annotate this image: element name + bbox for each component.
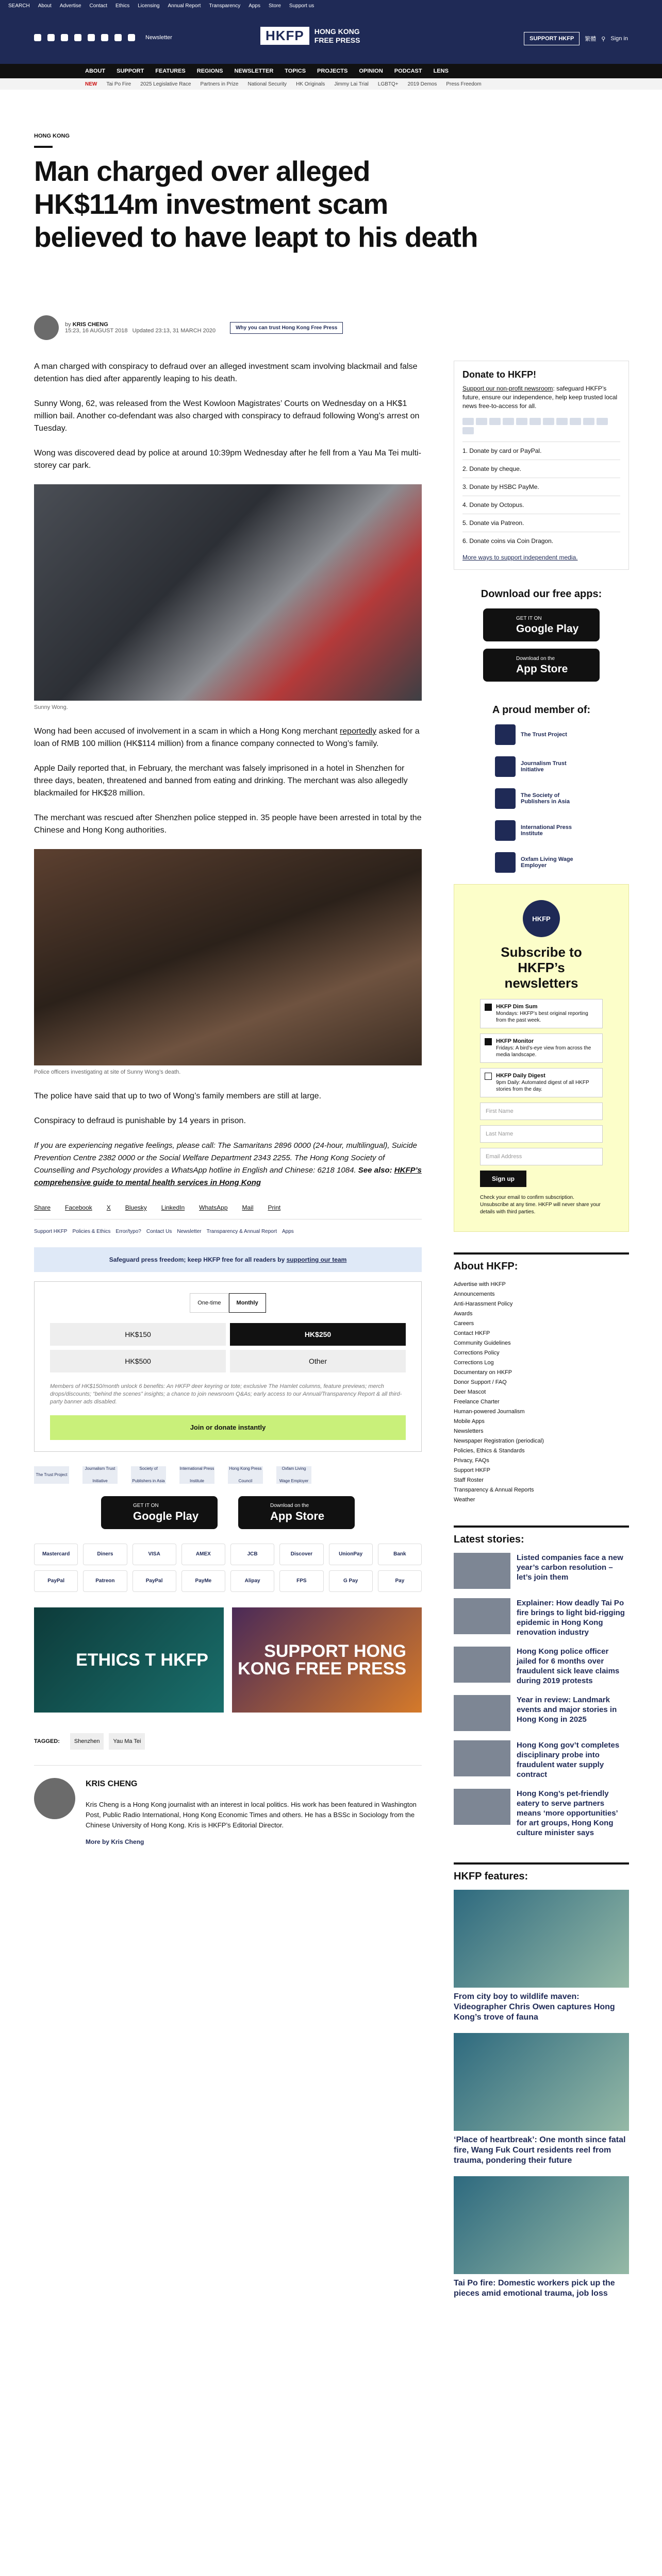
search-link[interactable]: SEARCH <box>8 3 30 9</box>
payment-logo[interactable]: PayMe <box>181 1570 225 1592</box>
main-nav <box>0 64 662 78</box>
payment-logo[interactable]: PayPal <box>34 1570 78 1592</box>
join-donate-button[interactable]: Join or donate instantly <box>50 1415 406 1440</box>
nav-item[interactable]: SUPPORT <box>117 68 144 74</box>
checkbox[interactable] <box>485 1038 492 1045</box>
share-whatsapp[interactable]: WhatsApp <box>199 1204 228 1211</box>
google-play-badge[interactable] <box>101 1496 218 1529</box>
share-facebook[interactable]: Facebook <box>65 1204 92 1211</box>
checkbox[interactable] <box>485 1073 492 1080</box>
mental-health-guide-link[interactable]: HKFP’s comprehensive guide to mental health services in Hong Kong <box>34 1166 422 1187</box>
card-icon <box>462 418 474 425</box>
card-icon <box>556 418 568 425</box>
badge-name: App Store <box>270 1510 325 1522</box>
donate-method[interactable]: 5. Donate via Patreon. <box>462 514 620 532</box>
signup-button[interactable]: Sign up <box>480 1171 526 1187</box>
member-logo[interactable] <box>495 788 588 809</box>
story-thumbnail[interactable] <box>454 1598 510 1634</box>
see-also-label: See also: <box>356 1166 394 1175</box>
about-link[interactable]: Donor Support / FAQ <box>454 1379 507 1385</box>
sidebar-google-play[interactable] <box>483 608 600 641</box>
payment-logo[interactable]: Diners <box>83 1544 127 1565</box>
trending-item[interactable]: Jimmy Lai Trial <box>334 81 369 87</box>
option-title: HKFP Dim Sum <box>496 1004 538 1010</box>
latest-stories <box>454 1526 629 1838</box>
article-title: Man charged over alleged HK$114m investment scam believed to have leapt to his death <box>34 155 478 253</box>
article-photo-sunny-wong <box>34 484 422 701</box>
payment-logo[interactable]: Discover <box>279 1544 323 1565</box>
badge-name: Google Play <box>516 622 579 635</box>
sidebar-app-store[interactable] <box>483 649 600 682</box>
partner-logos <box>34 1466 422 1484</box>
first-name-field[interactable]: First Name <box>480 1103 603 1120</box>
article-photo-scene <box>34 849 422 1065</box>
member-name: International Press Institute <box>521 824 572 837</box>
trending-label: NEW <box>85 81 97 87</box>
about-link[interactable]: Corrections Log <box>454 1360 494 1366</box>
share-x[interactable]: X <box>106 1204 111 1211</box>
newsletter-footnote: Check your email to confirm subscription. Unsubscribe at any time. HKFP will never share your details with third parties. <box>480 1195 601 1215</box>
feature-image[interactable] <box>454 1890 629 1988</box>
masthead <box>0 11 662 64</box>
search-icon[interactable]: ⚲ <box>601 36 606 42</box>
logo-line1: HONG KONG <box>314 27 360 36</box>
member-name: Journalism Trust Initiative <box>521 760 567 773</box>
latest-story[interactable] <box>454 1598 629 1637</box>
article-category[interactable]: HONG KONG <box>34 133 70 139</box>
donate-text: : safeguard HKFP’s future, ensure our independence, help keep trusted local news free-to-access for all. <box>462 385 618 410</box>
more-by-author-link[interactable]: More by Kris Cheng <box>86 1838 144 1845</box>
safeguard-text: Safeguard press freedom; keep HKFP free for all readers by <box>109 1256 287 1263</box>
byline <box>34 315 343 340</box>
publish-date: 15:23, 16 AUGUST 2018 <box>65 328 128 334</box>
donate-method[interactable]: 2. Donate by cheque. <box>462 460 620 478</box>
payment-logo[interactable]: JCB <box>230 1544 274 1565</box>
top-link[interactable]: Support us <box>289 3 315 9</box>
trending-item[interactable]: Tai Po Fire <box>106 81 131 87</box>
about-link[interactable]: Weather <box>454 1497 475 1503</box>
trending-bar <box>0 78 662 90</box>
about-link[interactable]: Corrections Policy <box>454 1350 500 1356</box>
latest-story[interactable] <box>454 1789 629 1838</box>
payment-logo[interactable]: Patreon <box>83 1570 127 1592</box>
payment-logo[interactable]: Mastercard <box>34 1544 78 1565</box>
partner-logo[interactable]: Oxfam Living Wage Employer <box>276 1466 311 1484</box>
member-title: A proud member of: <box>492 704 591 716</box>
policy-link[interactable]: Error/typo? <box>115 1229 141 1234</box>
member-name: The Society of Publishers in Asia <box>521 792 570 805</box>
policy-link[interactable]: Contact Us <box>146 1229 172 1234</box>
top-link[interactable]: Advertise <box>59 3 81 9</box>
photo-caption: Sunny Wong. <box>34 704 68 710</box>
paragraph: A man charged with conspiracy to defraud over an alleged investment scam involving blackmail and false detention has died after apparently leaping to his death. <box>34 362 418 383</box>
story-headline[interactable]: Year in review: Landmark events and major stories in Hong Kong in 2025 <box>517 1696 617 1724</box>
payment-logo[interactable]: PayPal <box>133 1570 176 1592</box>
top-link[interactable]: Apps <box>249 3 260 9</box>
newsletter-title: Subscribe to HKFP’s newsletters <box>501 944 582 991</box>
about-section <box>454 1252 629 1505</box>
about-link[interactable]: Freelance Charter <box>454 1399 500 1405</box>
trust-project-icon <box>495 724 516 745</box>
photo-caption: Police officers investigating at site of Sunny Wong’s death. <box>34 1069 181 1075</box>
donation-widget <box>34 1281 422 1452</box>
instagram-icon[interactable] <box>61 34 68 41</box>
facebook-icon[interactable] <box>34 34 41 41</box>
card-icon <box>543 418 554 425</box>
about-link[interactable]: Community Guidelines <box>454 1340 511 1346</box>
about-link[interactable]: Careers <box>454 1320 474 1327</box>
trending-item[interactable]: Press Freedom <box>446 81 482 87</box>
trending-item[interactable]: National Security <box>247 81 287 87</box>
oxfam-icon <box>495 852 516 873</box>
feature-story[interactable] <box>454 2176 629 2299</box>
author-box-name[interactable]: KRIS CHENG <box>86 1780 138 1788</box>
author-name[interactable]: KRIS CHENG <box>72 321 108 328</box>
top-link[interactable]: About <box>38 3 52 9</box>
member-name: The Trust Project <box>521 732 567 738</box>
card-icon <box>516 418 527 425</box>
logo-line2: FREE PRESS <box>314 36 360 44</box>
about-link[interactable]: Transparency & Annual Reports <box>454 1487 534 1493</box>
signin-link[interactable]: Sign in <box>610 36 628 42</box>
story-headline[interactable]: Explainer: How deadly Tai Po fire brings to light bid-rigging epidemic in Hong Kong renovation industry <box>517 1599 625 1637</box>
paragraph: Apple Daily reported that, in February, the merchant was falsely imprisoned in a hotel in Shenzhen for three days, beaten, threatened and banned from eating and drinking. The merchant was also allegedly blackmailed for HK$28 million. <box>34 764 408 798</box>
author-box <box>34 1765 422 1848</box>
badge-top: Download on the <box>270 1503 309 1509</box>
threads-icon[interactable] <box>74 34 81 41</box>
tag[interactable]: Yau Ma Tei <box>109 1733 145 1750</box>
top-link[interactable]: Store <box>269 3 281 9</box>
story-thumbnail[interactable] <box>454 1740 510 1776</box>
ethics-video[interactable]: ETHICS T HKFP <box>34 1607 224 1713</box>
card-icon <box>476 418 487 425</box>
newsletter-option[interactable] <box>480 1033 603 1063</box>
feature-story[interactable] <box>454 2033 629 2166</box>
amount-option[interactable]: HK$250 <box>230 1323 406 1346</box>
email-field[interactable]: Email Address <box>480 1148 603 1165</box>
nav-item[interactable]: PODCAST <box>394 68 422 74</box>
member-logo[interactable] <box>495 724 588 745</box>
social-icons <box>34 34 172 41</box>
share-label[interactable]: Share <box>34 1204 51 1211</box>
trending-item[interactable]: 2019 Demos <box>407 81 437 87</box>
sopa-icon <box>495 788 516 809</box>
partner-logo[interactable]: International Press Institute <box>179 1466 214 1483</box>
top-link[interactable]: Ethics <box>115 3 130 9</box>
option-title: HKFP Monitor <box>496 1038 534 1044</box>
app-store-badges <box>34 1496 422 1529</box>
feature-story[interactable] <box>454 1890 629 2023</box>
policy-link[interactable]: Newsletter <box>177 1229 202 1234</box>
donate-method[interactable]: 1. Donate by card or PayPal. <box>462 442 620 460</box>
why-trust-button[interactable]: Why you can trust Hong Kong Free Press <box>230 322 343 334</box>
updated-date: Updated 23:13, 31 MARCH 2020 <box>132 328 216 334</box>
card-icon <box>597 418 608 425</box>
payment-logo[interactable]: Alipay <box>230 1570 274 1592</box>
newsletter-signup <box>454 884 629 1232</box>
donate-method[interactable]: 4. Donate by Octopus. <box>462 496 620 514</box>
payment-logo[interactable]: Pay <box>378 1570 422 1592</box>
paragraph: Wong had been accused of involvement in a scam in which a Hong Kong merchant <box>34 727 340 736</box>
newsletter-option[interactable] <box>480 999 603 1028</box>
share-print[interactable]: Print <box>268 1204 281 1211</box>
donate-title: Donate to HKFP! <box>462 369 536 380</box>
feature-headline[interactable]: From city boy to wildlife maven: Videographer Chris Owen captures Hong Kong’s trove of fauna <box>454 1992 615 2022</box>
option-title: HKFP Daily Digest <box>496 1073 545 1079</box>
paragraph: The police have said that up to two of Wong’s family members are still at large. <box>34 1092 322 1100</box>
about-link[interactable]: Anti-Harassment Policy <box>454 1301 513 1307</box>
feature-image[interactable] <box>454 2033 629 2131</box>
story-thumbnail[interactable] <box>454 1695 510 1731</box>
about-link[interactable]: Mobile Apps <box>454 1418 485 1425</box>
latest-story[interactable] <box>454 1647 629 1686</box>
feature-image[interactable] <box>454 2176 629 2274</box>
about-link[interactable]: Policies, Ethics & Standards <box>454 1448 525 1454</box>
policy-link[interactable]: Support HKFP <box>34 1229 68 1234</box>
latest-title: Latest stories: <box>454 1526 629 1546</box>
support-hkfp-button[interactable]: SUPPORT HKFP <box>524 32 580 45</box>
story-thumbnail[interactable] <box>454 1789 510 1825</box>
story-headline[interactable]: Hong Kong’s pet-friendly eatery to serve partners means ‘more opportunities’ for art groups, Hong Kong culture minister says <box>517 1789 618 1837</box>
member-name: Oxfam Living Wage Employer <box>521 856 573 869</box>
card-icon <box>583 418 594 425</box>
features-title: HKFP features: <box>454 1862 629 1883</box>
paragraph: asked for a loan of RMB 100 million (HK$114 million) from a finance company connected to Wong’s family. <box>34 727 420 748</box>
about-link[interactable]: Human-powered Journalism <box>454 1409 525 1415</box>
telegram-icon[interactable] <box>114 34 122 41</box>
payment-logo[interactable]: Bank <box>378 1544 422 1565</box>
badge-top: Download on the <box>516 655 555 662</box>
tag[interactable]: Shenzhen <box>70 1733 104 1750</box>
donate-method[interactable]: 6. Donate coins via Coin Dragon. <box>462 532 620 550</box>
card-icon <box>462 427 474 434</box>
author-avatar[interactable] <box>34 315 59 340</box>
paragraph: The merchant was rescued after Shenzhen police stepped in. 35 people have been arrested in total by the Chinese and Hong Kong authorities. <box>34 814 422 835</box>
one-time-option[interactable]: One-time <box>190 1293 228 1313</box>
nav-item[interactable]: PROJECTS <box>317 68 348 74</box>
paragraph: Conspiracy to defraud is punishable by 14 years in prison. <box>34 1116 246 1125</box>
category-rule <box>34 146 53 148</box>
about-link[interactable]: Awards <box>454 1311 473 1317</box>
support-team-link[interactable]: supporting our team <box>286 1256 347 1263</box>
payment-logo[interactable]: G Pay <box>329 1570 373 1592</box>
partner-logo[interactable]: Society of Publishers in Asia <box>131 1466 166 1484</box>
card-icon <box>503 418 514 425</box>
badge-name: Google Play <box>133 1510 199 1522</box>
paragraph: Wong was discovered dead by police at around 10:39pm Wednesday after he fell from a Yau Ma Tei multi-storey car park. <box>34 449 421 470</box>
logo-mark: HKFP <box>260 27 309 45</box>
nav-item[interactable]: NEWSLETTER <box>234 68 274 74</box>
member-logo[interactable] <box>495 820 588 841</box>
article-tags <box>34 1733 422 1750</box>
trending-item[interactable]: LGBTQ+ <box>377 81 399 87</box>
option-desc: Mondays: HKFP’s best original reporting from the past week. <box>496 1011 588 1023</box>
x-icon[interactable] <box>47 34 55 41</box>
trending-item[interactable]: 2025 Legislative Race <box>140 81 191 87</box>
amount-options <box>50 1323 406 1372</box>
app-store-badge[interactable] <box>238 1496 355 1529</box>
policy-link[interactable]: Apps <box>282 1229 294 1234</box>
card-icon <box>529 418 541 425</box>
about-title: About HKFP: <box>454 1252 629 1273</box>
option-desc: Fridays: A bird’s-eye view from across the media landscape. <box>496 1045 591 1058</box>
policy-links <box>34 1226 422 1238</box>
donate-box <box>454 361 629 570</box>
site-logo[interactable] <box>260 27 360 45</box>
partner-logo[interactable]: Hong Kong Press Council <box>228 1466 263 1484</box>
feature-headline[interactable]: ‘Place of heartbreak’: One month since fatal fire, Wang Fuk Court residents reel from trauma, pondering their future <box>454 2136 626 2165</box>
share-linkedin[interactable]: LinkedIn <box>161 1204 185 1211</box>
sidebar <box>454 361 629 2309</box>
top-utility-bar <box>0 0 662 11</box>
badge-top: GET IT ON <box>516 615 542 621</box>
paragraph: Sunny Wong, 62, was released from the West Kowloon Magistrates’ Courts on Wednesday on a HK$1 million bail. Another co-defendant was also charged with conspiracy to defraud following Wong’s arrest on Tuesday. <box>34 399 420 433</box>
option-desc: 9pm Daily: Automated digest of all HKFP stories from the day. <box>496 1080 589 1092</box>
reportedly-link[interactable]: reportedly <box>339 727 377 736</box>
membership-note: Members of HK$150/month unlock 6 benefits: An HKFP deer keyring or tote; exclusive The Hamlet columns, feature previews; merch drops/discounts; “behind the scenes” insights; a chance to join newsroom Q&As; early access to our Annual/Transparency Report & all third-party banner ads disabled. <box>50 1383 402 1405</box>
promo-videos <box>34 1607 422 1713</box>
tags-label: TAGGED: <box>34 1738 60 1744</box>
last-name-field[interactable]: Last Name <box>480 1125 603 1143</box>
about-link[interactable]: Contact HKFP <box>454 1330 490 1336</box>
bluesky-icon[interactable] <box>128 34 135 41</box>
payment-logo[interactable]: FPS <box>279 1570 323 1592</box>
latest-story[interactable] <box>454 1553 629 1589</box>
checkbox[interactable] <box>485 1004 492 1011</box>
about-link[interactable]: Documentary on HKFP <box>454 1369 512 1376</box>
about-link[interactable]: Support HKFP <box>454 1467 490 1473</box>
frequency-toggle <box>50 1293 406 1313</box>
donate-method[interactable]: 3. Donate by HSBC PayMe. <box>462 478 620 496</box>
newsletter-link[interactable]: Newsletter <box>145 35 172 41</box>
nonprofit-link[interactable]: Support our non-profit newsroom <box>462 385 553 392</box>
top-link[interactable]: Transparency <box>209 3 241 9</box>
about-link[interactable]: Newsletters <box>454 1428 484 1434</box>
story-headline[interactable]: Hong Kong police officer jailed for 6 months over fraudulent sick leave claims during 2019 protests <box>517 1647 620 1685</box>
jti-icon <box>495 756 516 777</box>
card-icons <box>462 418 620 434</box>
top-link[interactable]: Contact <box>89 3 107 9</box>
payment-logo[interactable]: UnionPay <box>329 1544 373 1565</box>
author-bio: Kris Cheng is a Hong Kong journalist with an interest in local politics. His work has been featured in Washington Post, Public Radio International, Hong Kong Economic Times and others. He has a BSSc in Sociology from the Chinese University of Hong Kong. Kris is HKFP’s Editorial Director. <box>86 1801 417 1829</box>
ipi-icon <box>495 820 516 841</box>
trending-item[interactable]: HK Originals <box>296 81 325 87</box>
hkfp-badge: HKFP <box>523 900 560 937</box>
story-thumbnail[interactable] <box>454 1553 510 1589</box>
about-link[interactable]: Deer Mascot <box>454 1389 486 1395</box>
more-ways-link[interactable]: More ways to support independent media. <box>462 554 578 561</box>
about-link[interactable]: Privacy, FAQs <box>454 1458 489 1464</box>
features-section <box>454 1862 629 2299</box>
payment-logo[interactable]: AMEX <box>181 1544 225 1565</box>
partner-logo[interactable]: The Trust Project <box>34 1466 69 1484</box>
policy-link[interactable]: Policies & Ethics <box>72 1229 111 1234</box>
newsletter-option[interactable] <box>480 1068 603 1097</box>
nav-item[interactable]: OPINION <box>359 68 383 74</box>
safeguard-banner <box>34 1247 422 1272</box>
card-icon <box>489 418 501 425</box>
masthead-actions <box>524 32 628 45</box>
badge-name: App Store <box>516 663 568 675</box>
badge-top: GET IT ON <box>133 1503 159 1509</box>
top-link[interactable]: Annual Report <box>168 3 201 9</box>
story-headline[interactable]: Listed companies face a new year’s carbon resolution – let’s join them <box>517 1553 623 1582</box>
policy-link[interactable]: Transparency & Annual Report <box>206 1229 277 1234</box>
donate-methods <box>462 442 620 550</box>
share-mail[interactable]: Mail <box>242 1204 254 1211</box>
partner-logo[interactable]: Journalism Trust Initiative <box>82 1466 118 1484</box>
language-toggle[interactable]: 繁體 <box>585 36 597 42</box>
article-body <box>34 361 422 1848</box>
card-icon <box>570 418 581 425</box>
linkedin-icon[interactable] <box>101 34 108 41</box>
about-link[interactable]: Advertise with HKFP <box>454 1281 506 1287</box>
share-bar <box>34 1201 422 1219</box>
nav-item[interactable]: TOPICS <box>285 68 306 74</box>
apps-title: Download our free apps: <box>481 588 602 600</box>
member-logo[interactable] <box>495 852 588 873</box>
byline-prefix: by <box>65 321 71 328</box>
nav-item[interactable]: LENS <box>433 68 449 74</box>
top-link[interactable]: Licensing <box>138 3 160 9</box>
member-logo[interactable] <box>495 756 588 777</box>
feature-headline[interactable]: Tai Po fire: Domestic workers pick up the pieces amid emotional trauma, job loss <box>454 2279 615 2298</box>
helpline-text: If you are experiencing negative feelings, please call: The Samaritans 2896 0000 (24-hour, multilingual), Suicide Prevention Centre 2382 0000 or the Social Welfare Department 2343 2255. The Hong Kong Society of Counselling and Psychology provides a WhatsApp hotline in English and Chinese: 6218 1084. <box>34 1141 417 1175</box>
youtube-icon[interactable] <box>88 34 95 41</box>
about-link[interactable]: Announcements <box>454 1291 495 1297</box>
about-link[interactable]: Newspaper Registration (periodical) <box>454 1438 544 1444</box>
story-thumbnail[interactable] <box>454 1647 510 1683</box>
story-headline[interactable]: Hong Kong gov’t completes disciplinary probe into fraudulent water supply contract <box>517 1741 620 1779</box>
amount-option[interactable]: HK$150 <box>50 1323 226 1346</box>
amount-option[interactable]: Other <box>230 1350 406 1372</box>
author-photo[interactable] <box>34 1778 75 1819</box>
trending-item[interactable]: Partners in Prize <box>200 81 239 87</box>
amount-option[interactable]: HK$500 <box>50 1350 226 1372</box>
payment-methods <box>34 1544 422 1592</box>
share-bluesky[interactable]: Bluesky <box>125 1204 147 1211</box>
support-video[interactable]: SUPPORT HONG KONG FREE PRESS <box>232 1607 422 1713</box>
payment-logo[interactable]: VISA <box>133 1544 176 1565</box>
latest-story[interactable] <box>454 1740 629 1780</box>
latest-story[interactable] <box>454 1695 629 1731</box>
nav-item[interactable]: FEATURES <box>155 68 186 74</box>
about-link[interactable]: Staff Roster <box>454 1477 484 1483</box>
nav-item[interactable]: REGIONS <box>196 68 223 74</box>
nav-item[interactable]: ABOUT <box>85 68 106 74</box>
monthly-option[interactable]: Monthly <box>229 1293 266 1313</box>
